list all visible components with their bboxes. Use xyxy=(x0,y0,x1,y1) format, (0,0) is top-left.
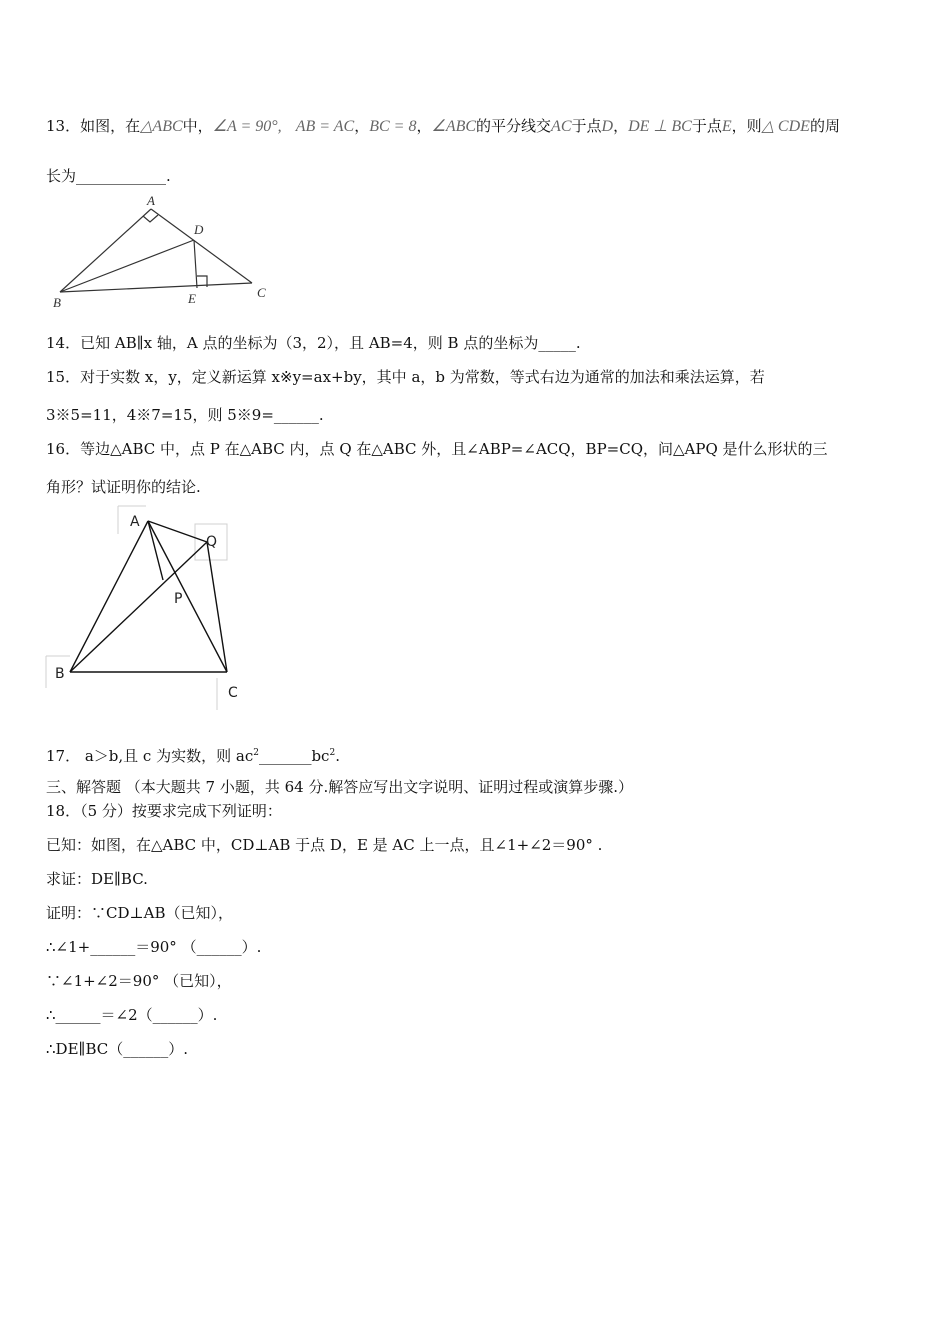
q17-text: 17． a＞b,且 c 为实数，则 $ac^2\_\_\_\_\_\_\_bc^2$. xyxy=(46,747,340,765)
q16-line1: 16．等边△ABC 中，点 P 在△ABC 内，点 Q 在△ABC 外，且∠ABP=∠ACQ，BP=CQ，问△APQ 是什么形状的三 xyxy=(46,440,828,458)
math-e: E xyxy=(721,118,732,135)
math-bc: BC = 8 xyxy=(369,118,417,135)
q16-label-q: Q xyxy=(206,534,218,550)
q13-label-b: B xyxy=(53,295,61,310)
math-de-perp-bc: DE ⊥ BC xyxy=(628,118,692,135)
q18-proof-line: ∵∠1+∠2＝90° （已知）， xyxy=(46,972,232,990)
math-triangle-abc: △ABC xyxy=(140,118,183,135)
math-ab-ac: AB = AC xyxy=(295,118,355,135)
math-angle-abc: ∠ABC xyxy=(431,118,477,135)
q18-proof-line: 证明：∵CD⊥AB（已知）， xyxy=(46,904,233,922)
math-triangle-cde: △ CDE xyxy=(761,118,810,135)
q16-label-a: A xyxy=(130,514,140,530)
section-3-heading: 三、解答题 （本大题共 7 小题，共 64 分.解答应写出文字说明、证明过程或演算步骤.） xyxy=(46,778,634,796)
q13-figure xyxy=(46,192,276,310)
q13-label-d: D xyxy=(194,222,204,237)
q18-prove: 求证：DE∥BC. xyxy=(46,870,148,888)
q13-line1: 13．如图，在△ABC中，∠A = 90°, AB = AC，BC = 8，∠ABC的平分线交AC于点D，DE ⊥ BC于点E，则△ CDE的周 xyxy=(46,117,840,135)
q18-title: 18．（5 分）按要求完成下列证明： xyxy=(46,802,282,820)
q14-text: 14．已知 AB∥x 轴，A 点的坐标为（3，2），且 AB=4，则 B 点的坐标为_____. xyxy=(46,334,581,352)
q16-line2: 角形？试证明你的结论. xyxy=(46,478,201,496)
q16-label-b: B xyxy=(55,666,65,682)
q18-given: 已知：如图，在△ABC 中，CD⊥AB 于点 D，E 是 AC 上一点，且∠1+∠2＝90° . xyxy=(46,836,603,854)
q18-proof-line: ∴∠1+______＝90° （______）. xyxy=(46,938,262,956)
q16-figure xyxy=(44,504,249,714)
math-d: D xyxy=(601,118,614,135)
q16-label-p: P xyxy=(174,591,183,607)
q18-proof-line: ∴______＝∠2（______）. xyxy=(46,1006,218,1024)
q15-line2: 3※5=11，4※7=15，则 5※9=______. xyxy=(46,406,324,424)
q13-line2: 长为____________. xyxy=(46,167,171,185)
q13-label-c: C xyxy=(257,285,266,300)
q13-number: 13． xyxy=(46,117,81,135)
q15-line1: 15．对于实数 x，y，定义新运算 x※y=ax+by，其中 a，b 为常数，等式右边为通常的加法和乘法运算，若 xyxy=(46,368,765,386)
q13-label-e: E xyxy=(188,291,196,306)
q16-label-c: C xyxy=(228,685,238,701)
math-angle-a: ∠A = 90°, xyxy=(212,118,282,135)
q18-proof-line: ∴DE∥BC（______）. xyxy=(46,1040,188,1058)
math-ac: AC xyxy=(551,118,572,135)
q13-label-a: A xyxy=(147,193,155,208)
